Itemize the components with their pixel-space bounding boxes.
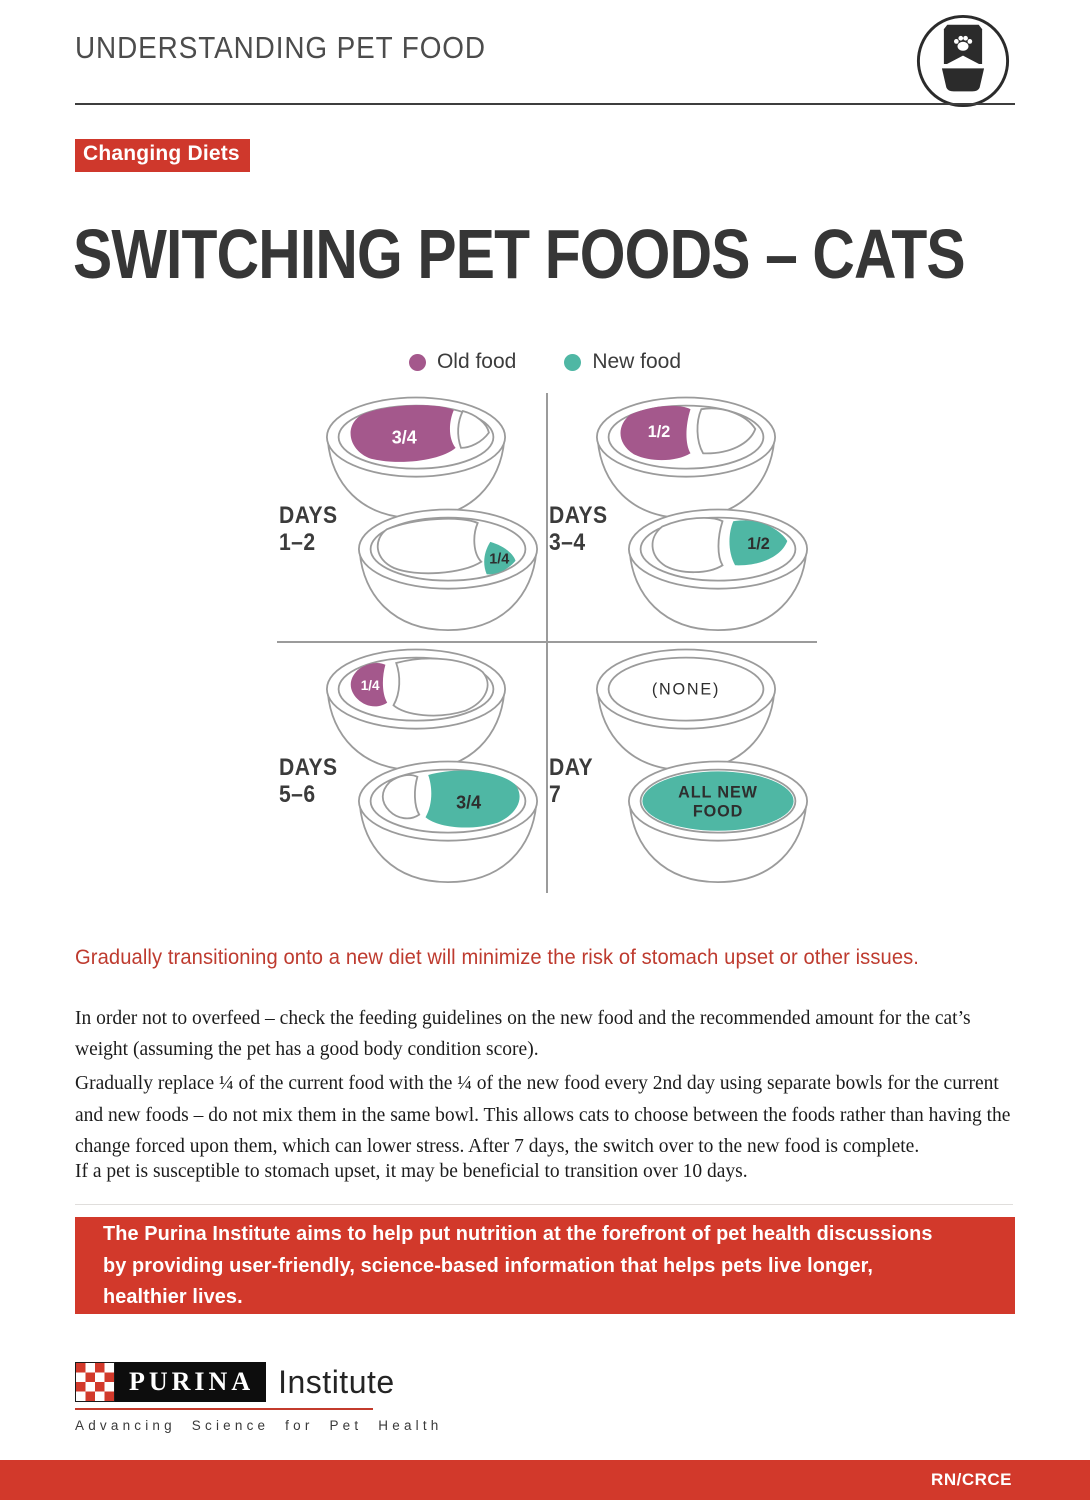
banner-top-divider	[75, 1204, 1013, 1205]
day-range-line: DAY	[549, 754, 593, 781]
portion-label: (NONE)	[651, 680, 721, 699]
portion-label: 3/4	[456, 792, 482, 813]
transition-diagram	[277, 390, 817, 895]
mission-banner-text: The Purina Institute aims to help put nutrition at the forefront of pet health discussions by providing user-friendly, science-based information that helps pets live longer, healthier lives.	[103, 1221, 933, 1309]
new-food-dot-icon	[564, 354, 581, 371]
empty-portion	[378, 519, 482, 574]
page-header-title: UNDERSTANDING PET FOOD	[75, 30, 486, 65]
day-range-line: DAYS	[279, 754, 338, 781]
footer-code: RN/CRCE	[931, 1470, 1012, 1489]
brand-tagline: Advancing Science for Pet Health	[75, 1418, 443, 1433]
pet-food-bag-icon-svg	[914, 12, 1012, 110]
footer-bar	[0, 1460, 1090, 1500]
legend	[0, 350, 1090, 374]
body-paragraph: In order not to overfeed – check the feeding guidelines on the new food and the recommended amount for the cat’s weight (assuming the pet has a good body condition score).	[75, 1008, 971, 1061]
transition-quadrant	[547, 390, 817, 642]
empty-portion	[652, 518, 722, 572]
day-range-line: DAYS	[279, 502, 338, 529]
portion-label: 1/4	[489, 551, 510, 568]
purina-wordmark: PURINA	[115, 1362, 266, 1402]
mission-banner	[75, 1217, 1015, 1314]
header-divider	[75, 103, 1015, 105]
day-range-line: 5–6	[279, 780, 316, 808]
new-food-bowl	[349, 756, 547, 893]
legend-item-new-food	[564, 350, 681, 374]
transition-quadrant	[277, 642, 547, 894]
day-range-line: 3–4	[549, 528, 586, 556]
day-range-line: 7	[549, 780, 562, 808]
pet-food-bag-icon	[914, 12, 1012, 110]
day-range-line: DAYS	[549, 502, 608, 529]
portion-label: 1/2	[647, 423, 671, 442]
transition-quadrant	[277, 390, 547, 642]
portion-label: ALL NEW FOOD	[678, 783, 758, 821]
legend-item-old-food	[409, 350, 516, 374]
purina-institute-logo	[75, 1362, 443, 1433]
new-food-bowl	[619, 756, 817, 893]
new-food-bowl	[619, 504, 817, 641]
legend-new-label: New food	[592, 350, 682, 373]
new-food-bowl	[349, 504, 547, 641]
legend-old-label: Old food	[436, 350, 517, 373]
empty-portion	[394, 659, 488, 716]
portion-label: 3/4	[391, 427, 417, 448]
callout-text: Gradually transitioning onto a new diet will minimize the risk of stomach upset or other issues.	[75, 946, 920, 969]
body-paragraph: Gradually replace ¼ of the current food with the ¼ of the new food every 2nd day using separate bowls for the current and new foods – do not mix them in the same bowl. This allows cats to choose between the foods rather than having the change forced upon them, which can lower stress. After 7 days, the switch over to the new food is complete.	[75, 1073, 1011, 1158]
transition-quadrant	[547, 642, 817, 894]
portion-label: 1/2	[747, 535, 770, 554]
day-range-line: 1–2	[279, 528, 316, 556]
old-food-dot-icon	[409, 354, 426, 371]
page-title: SWITCHING PET FOODS – CATS	[73, 215, 965, 293]
body-paragraph: If a pet is susceptible to stomach upset, it may be beneficial to transition over 10 days.	[75, 1161, 748, 1182]
brand-divider	[75, 1408, 373, 1410]
purina-checkerboard-icon	[75, 1362, 115, 1402]
institute-wordmark: Institute	[278, 1363, 395, 1400]
brand-row	[75, 1362, 443, 1402]
section-badge: Changing Diets	[75, 139, 250, 172]
portion-label: 1/4	[360, 678, 380, 693]
